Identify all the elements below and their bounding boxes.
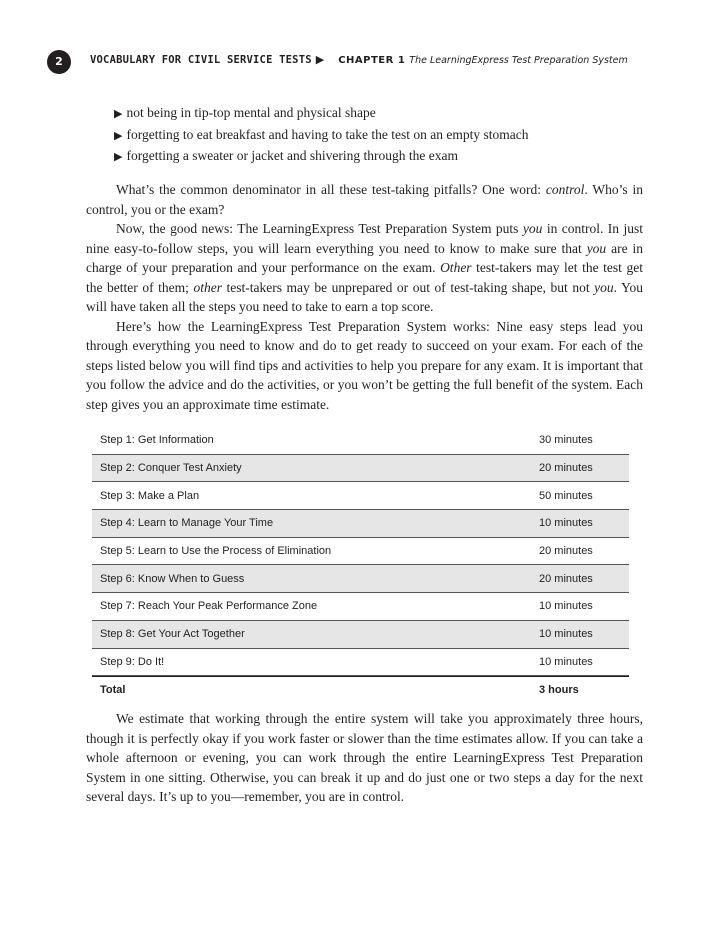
step-name: Step 9: Do It! — [100, 655, 165, 668]
step-time: 10 minutes — [539, 600, 593, 613]
table-row — [92, 538, 629, 566]
step-name: Step 5: Learn to Use the Process of Elimination — [100, 545, 332, 558]
total-row — [92, 676, 629, 703]
step-time: 20 minutes — [539, 545, 593, 558]
paragraph: What’s the common denominator in all these test-taking pitfalls? One word: control. Who’s in control, you or the exam? — [86, 182, 643, 217]
step-time: 10 minutes — [539, 517, 593, 530]
paragraph: We estimate that working through the entire system will take you approximately three hours, though it is perfectly okay if you work faster or slower than the time estimates allow. If you can take a whole afternoon or evening, you can work through the entire LearningExpress Test Preparation System in one sitting. Otherwise, you can break it up and do just one or two steps a day for the next several days. It’s up to you—remember, you are in control. — [86, 711, 643, 804]
table-row — [92, 482, 629, 510]
table-row — [92, 427, 629, 455]
table-row — [92, 455, 629, 483]
bullet-arrow-icon: ▶ — [114, 151, 123, 163]
book-title: VOCABULARY FOR CIVIL SERVICE TESTS — [90, 54, 312, 66]
total-label: Total — [100, 684, 126, 697]
table-row — [92, 593, 629, 621]
table-row — [92, 649, 629, 677]
chapter-label: CHAPTER 1 — [338, 55, 406, 66]
step-time: 20 minutes — [539, 572, 593, 585]
step-name: Step 2: Conquer Test Anxiety — [100, 462, 242, 475]
list-item: ▶ forgetting a sweater or jacket and shivering through the exam — [114, 148, 458, 163]
step-name: Step 1: Get Information — [100, 434, 214, 447]
total-time: 3 hours — [539, 684, 579, 697]
bullet-arrow-icon: ▶ — [114, 108, 123, 120]
paragraph: Now, the good news: The LearningExpress Test Preparation System puts you in control. In just nine easy-to-follow steps, you will learn everything you need to know to make sure that you are in charge of your preparation and your performance on the exam. Other test-takers may let the test get the better of them; other test-takers may be unprepared or out of test-taking shape, but not you. You will have taken all the steps you need to take to earn a top score. — [86, 221, 644, 314]
table-row — [92, 510, 629, 538]
chapter-title: The LearningExpress Test Preparation System — [409, 55, 628, 66]
step-time: 50 minutes — [539, 489, 593, 502]
body-text — [86, 180, 643, 414]
step-name: Step 3: Make a Plan — [100, 489, 200, 502]
step-time: 10 minutes — [539, 628, 593, 641]
table-row — [92, 621, 629, 649]
step-time: 10 minutes — [539, 655, 593, 668]
paragraph: Here’s how the LearningExpress Test Preparation System works: Nine easy steps lead you through everything you need to know and do to get ready to succeed on your exam. For each of the steps listed below you will find tips and activities to help you prepare for any exam. It is important that you follow the advice and do the activities, or you won’t be getting the full benefit of the system. Each step gives you an approximate time estimate. — [86, 318, 643, 412]
bullet-arrow-icon: ▶ — [114, 129, 123, 142]
list-item: ▶ not being in tip-top mental and physical shape — [114, 105, 376, 120]
bullet-list — [114, 103, 674, 168]
step-name: Step 6: Know When to Guess — [100, 572, 245, 585]
steps-table — [92, 427, 629, 703]
table-row — [92, 565, 629, 593]
step-name: Step 4: Learn to Manage Your Time — [100, 517, 274, 530]
page-number: 2 — [47, 50, 71, 74]
step-name: Step 8: Get Your Act Together — [100, 628, 245, 641]
list-item: ▶ forgetting to eat breakfast and having to take the test on an empty stomach — [114, 126, 529, 142]
body-text — [86, 709, 643, 807]
arrow-right-icon: ▶ — [315, 54, 325, 66]
step-time: 20 minutes — [539, 462, 593, 475]
running-header — [90, 52, 690, 69]
step-name: Step 7: Reach Your Peak Performance Zone — [100, 600, 318, 613]
step-time: 30 minutes — [539, 434, 593, 447]
